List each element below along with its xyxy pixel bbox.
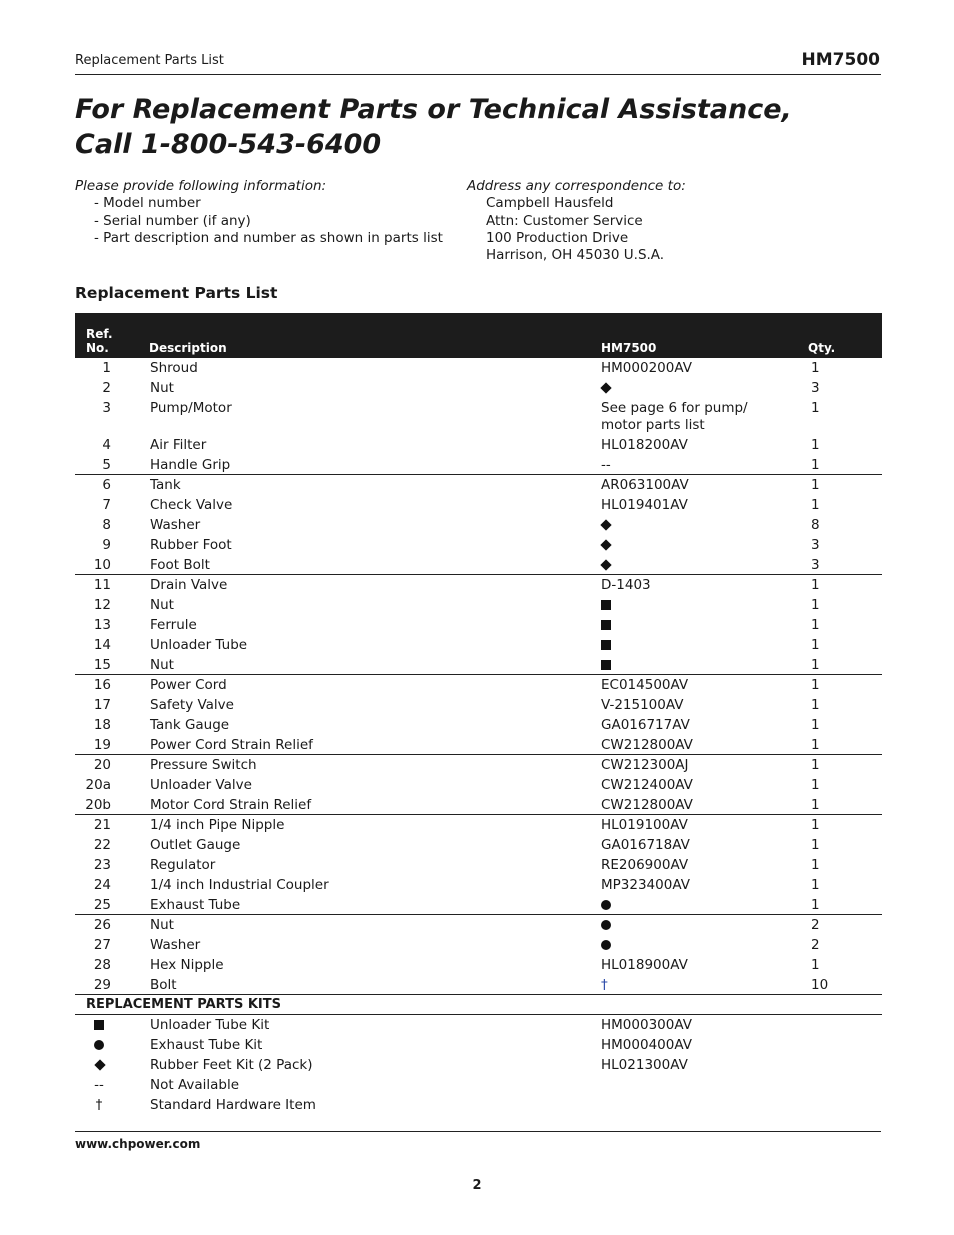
parts-table-body: [75, 358, 882, 1115]
ref-number: 21: [93, 817, 111, 833]
part-number: CW212800AV: [601, 737, 693, 753]
table-row: [75, 735, 882, 755]
table-row: [75, 955, 882, 975]
kit-marker: [93, 1017, 105, 1034]
table-row: [75, 515, 882, 535]
table-row: [75, 475, 882, 495]
quantity: 1: [811, 777, 820, 793]
table-row: [75, 795, 882, 815]
quantity: 1: [811, 797, 820, 813]
address-line: Attn: Customer Service: [486, 212, 643, 229]
page-title-line-2: Call 1-800-543-6400: [75, 129, 382, 160]
table-row: [75, 675, 882, 695]
header-divider: [75, 74, 881, 75]
ref-number: 28: [93, 957, 111, 973]
quantity: 1: [811, 477, 820, 493]
part-number: MP323400AV: [601, 877, 690, 893]
part-description: Washer: [150, 937, 201, 953]
ref-number: 9: [102, 537, 111, 553]
part-number: [601, 917, 611, 935]
part-number: HL018900AV: [601, 957, 688, 973]
kit-row: [75, 1015, 882, 1035]
ref-number: 15: [93, 657, 111, 673]
part-number: HM000200AV: [601, 360, 692, 376]
table-row: [75, 378, 882, 398]
part-number: V-215100AV: [601, 697, 684, 713]
part-description: Rubber Foot: [150, 537, 232, 553]
ref-number: 24: [93, 877, 111, 893]
quantity: 1: [811, 837, 820, 853]
ref-number: 5: [102, 457, 111, 473]
part-description: Bolt: [150, 977, 177, 993]
header-section-label: Replacement Parts List: [75, 53, 224, 68]
quantity: 1: [811, 497, 820, 513]
column-header-model: HM7500: [601, 341, 657, 355]
part-number: [601, 537, 610, 554]
kits-rows: [75, 1015, 882, 1115]
part-number: [601, 657, 611, 675]
kit-description: Exhaust Tube Kit: [150, 1037, 263, 1053]
quantity: 1: [811, 437, 820, 453]
table-row: [75, 535, 882, 555]
page-number: 2: [472, 1178, 482, 1193]
ref-number: 10: [93, 557, 111, 573]
provide-info-block: [75, 178, 443, 247]
part-description: Handle Grip: [150, 457, 231, 473]
quantity: 1: [811, 400, 820, 416]
part-description: Washer: [150, 517, 201, 533]
part-description: Tank: [150, 477, 181, 493]
section-title: Replacement Parts List: [75, 284, 278, 302]
table-row: [75, 595, 882, 615]
part-number: CW212400AV: [601, 777, 693, 793]
address-label: Address any correspondence to:: [467, 178, 686, 194]
page-title-line-1: For Replacement Parts or Technical Assistance,: [75, 94, 792, 125]
kit-part-number: HM000400AV: [601, 1037, 692, 1053]
diamond-symbol-icon: [94, 1059, 105, 1070]
quantity: 1: [811, 637, 820, 653]
part-number: AR063100AV: [601, 477, 689, 493]
table-row: [75, 435, 882, 455]
part-description: Nut: [150, 597, 174, 613]
part-number: [601, 897, 611, 915]
kit-description: Unloader Tube Kit: [150, 1017, 270, 1033]
table-row: [75, 555, 882, 575]
part-description: Unloader Tube: [150, 637, 248, 653]
table-row: [75, 975, 882, 995]
provide-info-item: - Model number: [94, 195, 201, 212]
ref-number: 20b: [85, 797, 111, 813]
part-number: [601, 617, 611, 635]
table-row: [75, 915, 882, 935]
quantity: 1: [811, 857, 820, 873]
kit-marker: [93, 1057, 105, 1073]
part-number: CW212800AV: [601, 797, 693, 813]
ref-number: 20: [93, 757, 111, 773]
table-row: [75, 755, 882, 775]
ref-number: 25: [93, 897, 111, 913]
ref-number: 2: [102, 380, 111, 396]
part-description: Safety Valve: [150, 697, 234, 713]
kit-row: [75, 1055, 882, 1075]
parts-table-header: [75, 313, 882, 358]
part-number-line-2: motor parts list: [601, 417, 705, 433]
address-line: 100 Production Drive: [486, 229, 629, 246]
part-number-line-1: See page 6 for pump/: [601, 400, 748, 416]
kit-marker: --: [94, 1077, 104, 1093]
part-number: †: [601, 977, 608, 993]
part-number: HL019100AV: [601, 817, 688, 833]
kit-row: [75, 1075, 882, 1095]
table-row: [75, 495, 882, 515]
circle-symbol-icon: [601, 920, 611, 930]
part-description: Tank Gauge: [150, 717, 230, 733]
part-description: Shroud: [150, 360, 198, 376]
part-description: Drain Valve: [150, 577, 228, 593]
table-row: [75, 875, 882, 895]
provide-info-item: - Serial number (if any): [94, 212, 251, 229]
part-description: Ferrule: [150, 617, 197, 633]
circle-symbol-icon: [601, 900, 611, 910]
quantity: 1: [811, 717, 820, 733]
diamond-symbol-icon: [600, 382, 611, 393]
part-number: HL019401AV: [601, 497, 688, 513]
parts-rows: [75, 358, 882, 995]
square-symbol-icon: [601, 620, 611, 630]
part-description: 1/4 inch Industrial Coupler: [150, 877, 329, 893]
ref-number: 29: [93, 977, 111, 993]
ref-number: 16: [93, 677, 111, 693]
column-header-ref: [86, 327, 113, 355]
provide-info-item: - Part description and number as shown in parts list: [94, 229, 443, 246]
kit-marker: [93, 1037, 105, 1054]
quantity: 1: [811, 737, 820, 753]
quantity: 1: [811, 597, 820, 613]
column-header-ref-line-2: No.: [86, 341, 109, 355]
kit-marker: †: [95, 1097, 103, 1113]
quantity: 8: [811, 517, 820, 533]
ref-number: 20a: [85, 777, 111, 793]
part-number: D-1403: [601, 577, 651, 593]
quantity: 1: [811, 657, 820, 673]
quantity: 2: [811, 917, 820, 933]
part-number: --: [601, 457, 611, 473]
table-row: [75, 358, 882, 378]
diamond-symbol-icon: [600, 539, 611, 550]
quantity: 10: [811, 977, 829, 993]
part-number: [601, 637, 611, 655]
table-row: [75, 398, 882, 435]
table-row: [75, 835, 882, 855]
square-symbol-icon: [601, 600, 611, 610]
part-number: GA016718AV: [601, 837, 690, 853]
header-model-number: HM7500: [801, 50, 880, 70]
ref-number: 1: [102, 360, 111, 376]
part-description: Foot Bolt: [150, 557, 210, 573]
square-symbol-icon: [601, 640, 611, 650]
diamond-symbol-icon: [600, 559, 611, 570]
table-row: [75, 655, 882, 675]
part-description: Motor Cord Strain Relief: [150, 797, 312, 813]
part-description: Pump/Motor: [150, 400, 232, 416]
footer-url: www.chpower.com: [75, 1137, 201, 1151]
column-header-ref-line-1: Ref.: [86, 327, 113, 341]
table-row: [75, 935, 882, 955]
kit-description: Not Available: [150, 1077, 240, 1093]
ref-number: 12: [93, 597, 111, 613]
part-number: [601, 557, 610, 574]
part-description: Outlet Gauge: [150, 837, 241, 853]
ref-number: 23: [93, 857, 111, 873]
square-symbol-icon: [94, 1020, 104, 1030]
address-line: Campbell Hausfeld: [486, 195, 614, 212]
column-header-qty: Qty.: [808, 341, 836, 355]
column-header-description: Description: [149, 341, 227, 355]
ref-number: 17: [93, 697, 111, 713]
part-description: Pressure Switch: [150, 757, 257, 773]
ref-number: 4: [102, 437, 111, 453]
part-description: Air Filter: [150, 437, 207, 453]
ref-number: 14: [93, 637, 111, 653]
part-number: EC014500AV: [601, 677, 689, 693]
table-row: [75, 455, 882, 475]
part-number: GA016717AV: [601, 717, 690, 733]
ref-number: 19: [93, 737, 111, 753]
ref-number: 11: [93, 577, 111, 593]
part-description: Hex Nipple: [150, 957, 224, 973]
kit-row: [75, 1035, 882, 1055]
diamond-symbol-icon: [600, 519, 611, 530]
table-row: [75, 715, 882, 735]
table-row: [75, 695, 882, 715]
ref-number: 7: [102, 497, 111, 513]
square-symbol-icon: [601, 660, 611, 670]
table-row: [75, 855, 882, 875]
part-description: Exhaust Tube: [150, 897, 241, 913]
part-description: Regulator: [150, 857, 216, 873]
page-title: [75, 92, 895, 162]
part-description: Nut: [150, 657, 174, 673]
quantity: 1: [811, 897, 820, 913]
quantity: 1: [811, 697, 820, 713]
part-description: 1/4 inch Pipe Nipple: [150, 817, 285, 833]
quantity: 1: [811, 577, 820, 593]
part-description: Power Cord Strain Relief: [150, 737, 313, 753]
quantity: 1: [811, 877, 820, 893]
kit-part-number: HM000300AV: [601, 1017, 692, 1033]
part-description: Nut: [150, 380, 174, 396]
kit-row: [75, 1095, 882, 1115]
part-number: [601, 380, 610, 397]
ref-number: 26: [93, 917, 111, 933]
ref-number: 8: [102, 517, 111, 533]
table-row: [75, 575, 882, 595]
kit-part-number: HL021300AV: [601, 1057, 688, 1073]
quantity: 1: [811, 957, 820, 973]
footer-divider: [75, 1131, 881, 1132]
part-number: [601, 400, 748, 434]
part-description: Power Cord: [150, 677, 227, 693]
table-row: [75, 775, 882, 795]
quantity: 3: [811, 557, 820, 573]
quantity: 1: [811, 617, 820, 633]
address-block: [467, 178, 686, 264]
part-description: Check Valve: [150, 497, 233, 513]
table-row: [75, 895, 882, 915]
quantity: 1: [811, 757, 820, 773]
quantity: 3: [811, 537, 820, 553]
ref-number: 6: [102, 477, 111, 493]
ref-number: 18: [93, 717, 111, 733]
kit-description: Rubber Feet Kit (2 Pack): [150, 1057, 313, 1073]
table-row: [75, 615, 882, 635]
part-description: Nut: [150, 917, 174, 933]
ref-number: 3: [102, 400, 111, 416]
part-number: CW212300AJ: [601, 757, 689, 773]
part-number: HL018200AV: [601, 437, 688, 453]
part-number: [601, 517, 610, 534]
provide-info-label: Please provide following information:: [75, 178, 327, 194]
quantity: 1: [811, 457, 820, 473]
quantity: 2: [811, 937, 820, 953]
table-row: [75, 635, 882, 655]
kits-title: REPLACEMENT PARTS KITS: [86, 997, 281, 1012]
circle-symbol-icon: [94, 1040, 104, 1050]
address-line: Harrison, OH 45030 U.S.A.: [486, 247, 665, 264]
quantity: 1: [811, 360, 820, 376]
quantity: 3: [811, 380, 820, 396]
quantity: 1: [811, 677, 820, 693]
part-number: RE206900AV: [601, 857, 689, 873]
circle-symbol-icon: [601, 940, 611, 950]
ref-number: 27: [93, 937, 111, 953]
part-number: [601, 937, 611, 955]
kit-description: Standard Hardware Item: [150, 1097, 316, 1113]
quantity: 1: [811, 817, 820, 833]
table-row: [75, 815, 882, 835]
part-description: Unloader Valve: [150, 777, 252, 793]
ref-number: 13: [93, 617, 111, 633]
kits-header: [75, 995, 882, 1015]
ref-number: 22: [93, 837, 111, 853]
part-number: [601, 597, 611, 615]
